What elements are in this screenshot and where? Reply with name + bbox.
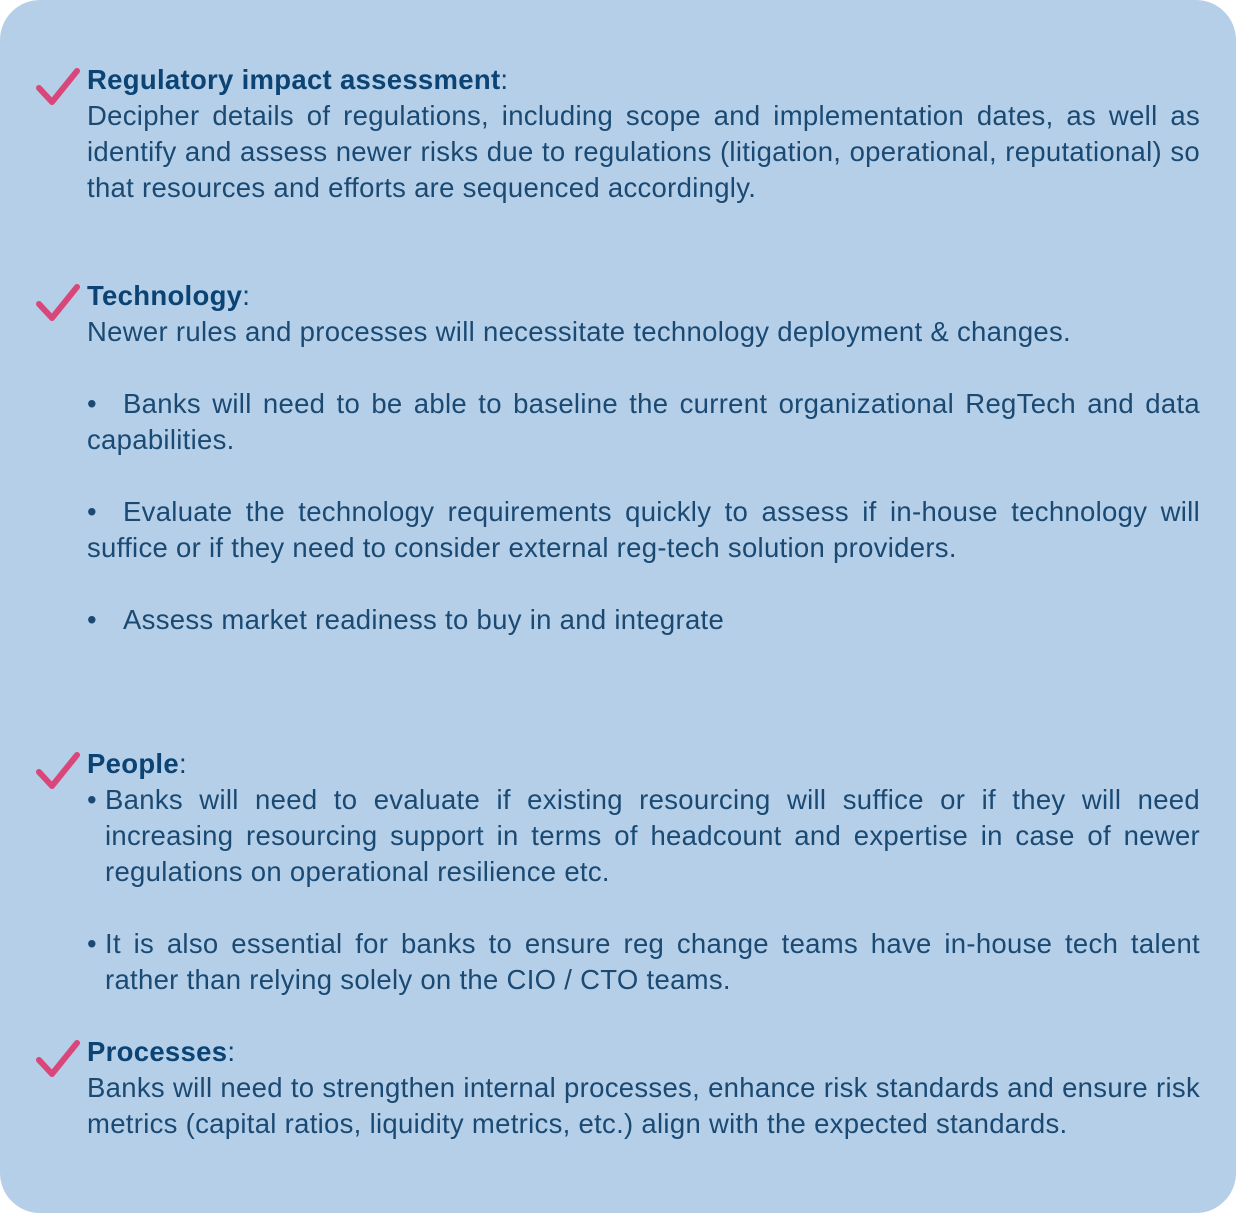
section-regulatory — [87, 62, 1200, 206]
section-heading: Processes: — [87, 1036, 236, 1067]
section-technology — [87, 278, 1200, 638]
bullet-icon: • — [87, 784, 97, 815]
list-item: • Banks will need to evaluate if existing resourcing will suffice or if they will need increasing resourcing support in terms of headcount and expertise in case of newer regulations on operational resilience etc. — [87, 784, 1200, 887]
bullet-icon: • — [87, 388, 97, 419]
section-heading: People: — [87, 748, 187, 779]
checkmark-icon — [36, 750, 80, 794]
section-heading: Regulatory impact assessment: — [87, 64, 509, 95]
section-heading: Technology: — [87, 280, 251, 311]
list-item: • Banks will need to be able to baseline the current organizational RegTech and data capabilities. — [87, 388, 1200, 455]
section-body: Newer rules and processes will necessitate technology deployment & changes. — [87, 316, 1071, 347]
section-body: Banks will need to strengthen internal processes, enhance risk standards and ensure risk metrics (capital ratios, liquidity metrics, etc.) align with the expected standards. — [87, 1072, 1200, 1139]
checkmark-icon — [36, 1038, 80, 1082]
section-processes — [87, 1034, 1200, 1142]
list-item: • Evaluate the technology requirements quickly to assess if in-house technology will suffice or if they need to consider external reg-tech solution providers. — [87, 496, 1200, 563]
bullet-icon: • — [87, 928, 97, 959]
list-item: • It is also essential for banks to ensure reg change teams have in-house tech talent rather than relying solely on the CIO / CTO teams. — [87, 928, 1200, 995]
checkmark-icon — [36, 282, 80, 326]
bullet-icon: • — [87, 604, 97, 635]
section-people — [87, 746, 1200, 998]
bullet-icon: • — [87, 496, 97, 527]
checkmark-icon — [36, 66, 80, 110]
list-item: • Assess market readiness to buy in and integrate — [87, 602, 1200, 638]
section-body: Decipher details of regulations, including scope and implementation dates, as well as identify and assess newer risks due to regulations (litigation, operational, reputational) so that resources and efforts are sequenced accordingly. — [87, 100, 1200, 203]
